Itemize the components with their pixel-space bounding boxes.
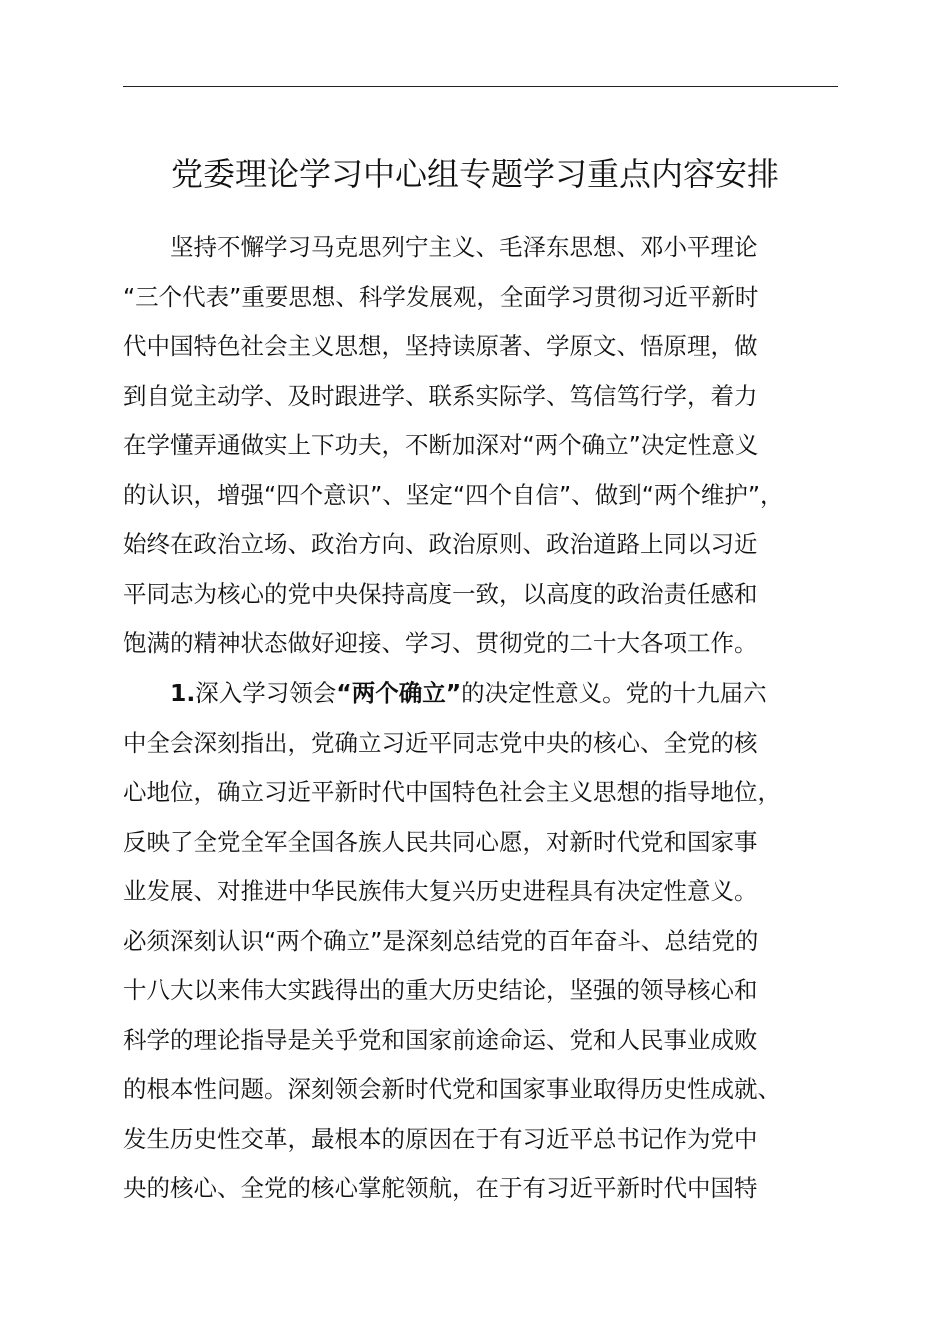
paragraph-line: 发生历史性交革，最根本的原因在于有习近平总书记作为党中 bbox=[123, 1124, 758, 1153]
paragraph-line: 到自觉主动学、及时跟进学、联系实际学、笃信笃行学，着力 bbox=[123, 381, 758, 410]
document-title: 党委理论学习中心组专题学习重点内容安排 bbox=[170, 155, 779, 193]
paragraph-line: 饱满的精神状态做好迎接、学习、贯彻党的二十大各项工作。 bbox=[123, 629, 758, 657]
paragraph-line: 业发展、对推进中华民族伟大复兴历史进程具有决定性意义。 bbox=[123, 877, 758, 905]
section-number: 1. bbox=[170, 679, 196, 707]
paragraph-line: 科学的理论指导是关乎党和国家前途命运、党和人民事业成败 bbox=[123, 1025, 758, 1054]
paragraph-line: 反映了全党全军全国各族人民共同心愿，对新时代党和国家事 bbox=[123, 827, 758, 856]
paragraph-line: 在学懂弄通做实上下功夫，不断加深对“两个确立”决定性意义 bbox=[123, 431, 759, 459]
section-1-first-line bbox=[123, 669, 843, 719]
section-first-line-rest: 党的十九届六 bbox=[625, 679, 767, 707]
paragraph-line: 始终在政治立场、政治方向、政治原则、政治道路上同以习近 bbox=[123, 530, 758, 558]
paragraph-line: 央的核心、全党的核心掌舵领航，在于有习近平新时代中国特 bbox=[123, 1174, 758, 1202]
section-heading-bold: “两个确立” bbox=[336, 679, 462, 707]
section-heading-pre: 深入学习领会 bbox=[195, 679, 337, 707]
paragraph-line: 十八大以来伟大实践得出的重大历史结论，坚强的领导核心和 bbox=[123, 976, 758, 1004]
header-rule bbox=[123, 86, 838, 87]
section-1-paragraph bbox=[123, 669, 843, 1214]
paragraph-line: 坚持不懈学习马克思列宁主义、毛泽东思想、邓小平理论 bbox=[170, 233, 758, 261]
paragraph-line: 的根本性问题。深刻领会新时代党和国家事业取得历史性成就、 bbox=[123, 1075, 781, 1103]
paragraph-line: “三个代表”重要思想、科学发展观，全面学习贯彻习近平新时 bbox=[123, 282, 759, 311]
paragraph-line: 代中国特色社会主义思想，坚持读原著、学原文、悟原理，做 bbox=[123, 332, 758, 360]
paragraph-line: 心地位，确立习近平新时代中国特色社会主义思想的指导地位， bbox=[123, 778, 781, 806]
paragraph-line: 的认识，增强“四个意识”、坚定“四个自信”、做到“两个维护”， bbox=[123, 480, 784, 509]
paragraph-line: 必须深刻认识“两个确立”是深刻总结党的百年奋斗、总结党的 bbox=[123, 926, 759, 955]
paragraph-line: 中全会深刻指出，党确立习近平同志党中央的核心、全党的核 bbox=[123, 728, 758, 757]
intro-paragraph bbox=[123, 223, 843, 669]
paragraph-line: 平同志为核心的党中央保持高度一致，以高度的政治责任感和 bbox=[123, 579, 758, 608]
section-heading-post: 的决定性意义。 bbox=[461, 679, 626, 707]
